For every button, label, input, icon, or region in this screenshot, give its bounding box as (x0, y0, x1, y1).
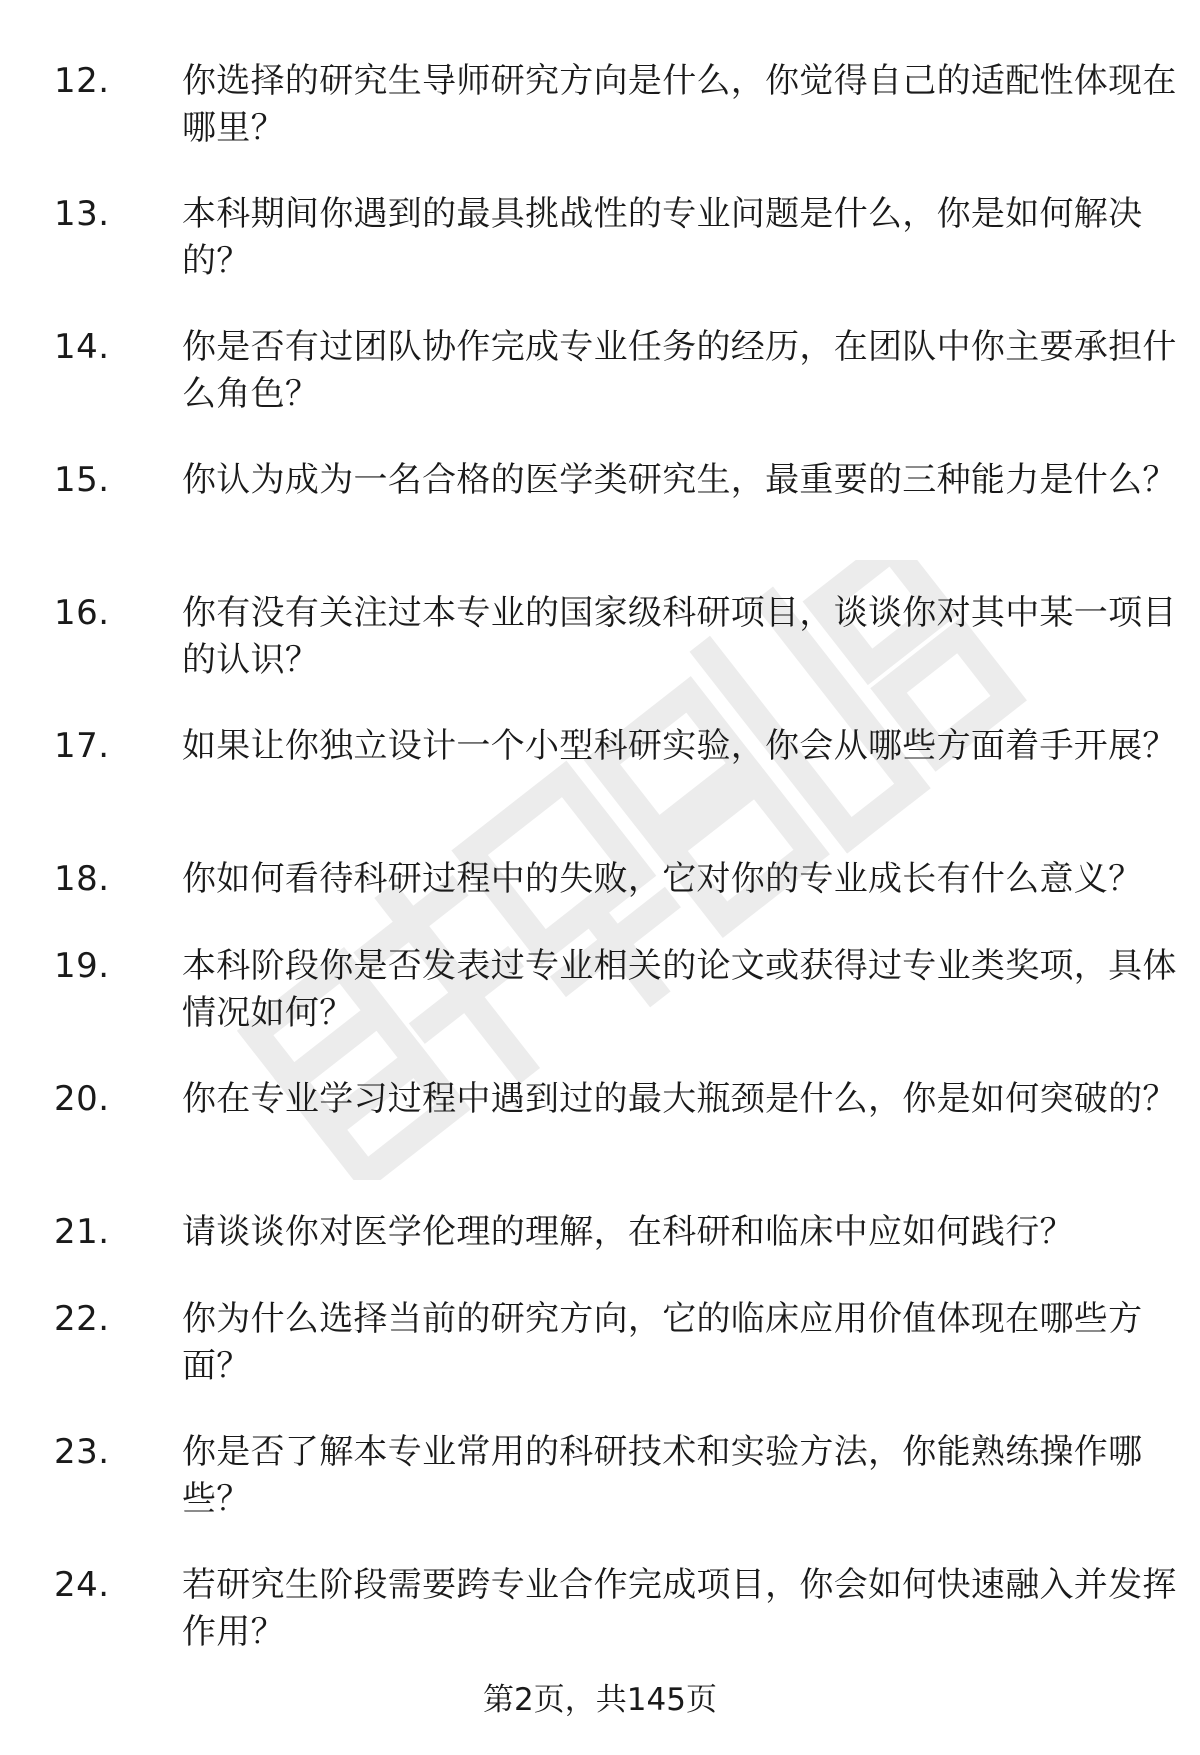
question-number: 15. (54, 460, 110, 500)
question-text: 你为什么选择当前的研究方向，它的临床应用价值体现在哪些方面？ (182, 1299, 1143, 1386)
question-text: 你是否有过团队协作完成专业任务的经历，在团队中你主要承担什么角色？ (182, 327, 1177, 414)
question-number: 23. (54, 1432, 110, 1472)
question-item (0, 457, 1200, 590)
question-list (0, 58, 1200, 1695)
question-number: 20. (54, 1079, 110, 1119)
question-number: 22. (54, 1299, 110, 1339)
question-text: 本科阶段你是否发表过专业相关的论文或获得过专业类奖项，具体情况如何？ (182, 946, 1177, 1033)
question-text: 你是否了解本专业常用的科研技术和实验方法，你能熟练操作哪些？ (182, 1432, 1143, 1519)
question-text: 你有没有关注过本专业的国家级科研项目，谈谈你对其中某一项目的认识？ (182, 593, 1177, 680)
question-item (0, 324, 1200, 457)
question-item (0, 723, 1200, 856)
question-item (0, 1076, 1200, 1209)
question-number: 24. (54, 1565, 110, 1605)
question-text: 请谈谈你对医学伦理的理解，在科研和临床中应如何践行？ (182, 1212, 1074, 1252)
question-number: 21. (54, 1212, 110, 1252)
question-item (0, 191, 1200, 324)
question-text: 你选择的研究生导师研究方向是什么，你觉得自己的适配性体现在哪里？ (182, 61, 1177, 148)
question-item (0, 943, 1200, 1076)
question-number: 14. (54, 327, 110, 367)
question-text: 本科期间你遇到的最具挑战性的专业问题是什么，你是如何解决的？ (182, 194, 1143, 281)
question-item (0, 1562, 1200, 1695)
question-number: 17. (54, 726, 110, 766)
question-number: 19. (54, 946, 110, 986)
question-item (0, 1209, 1200, 1296)
question-text: 如果让你独立设计一个小型科研实验，你会从哪些方面着手开展？ (182, 726, 1177, 766)
question-number: 18. (54, 859, 110, 899)
question-text: 你如何看待科研过程中的失败，它对你的专业成长有什么意义？ (182, 859, 1143, 899)
question-text: 你在专业学习过程中遇到过的最大瓶颈是什么，你是如何突破的？ (182, 1079, 1177, 1119)
page-number-label: 第2页，共145页 (483, 1682, 717, 1718)
question-number: 13. (54, 194, 110, 234)
question-number: 12. (54, 61, 110, 101)
question-item (0, 1296, 1200, 1429)
question-item (0, 856, 1200, 943)
question-item (0, 1429, 1200, 1562)
question-item (0, 590, 1200, 723)
page-footer (0, 1680, 1200, 1720)
question-text: 若研究生阶段需要跨专业合作完成项目，你会如何快速融入并发挥作用？ (182, 1565, 1177, 1652)
question-text: 你认为成为一名合格的医学类研究生，最重要的三种能力是什么？ (182, 460, 1177, 500)
question-number: 16. (54, 593, 110, 633)
question-item (0, 58, 1200, 191)
